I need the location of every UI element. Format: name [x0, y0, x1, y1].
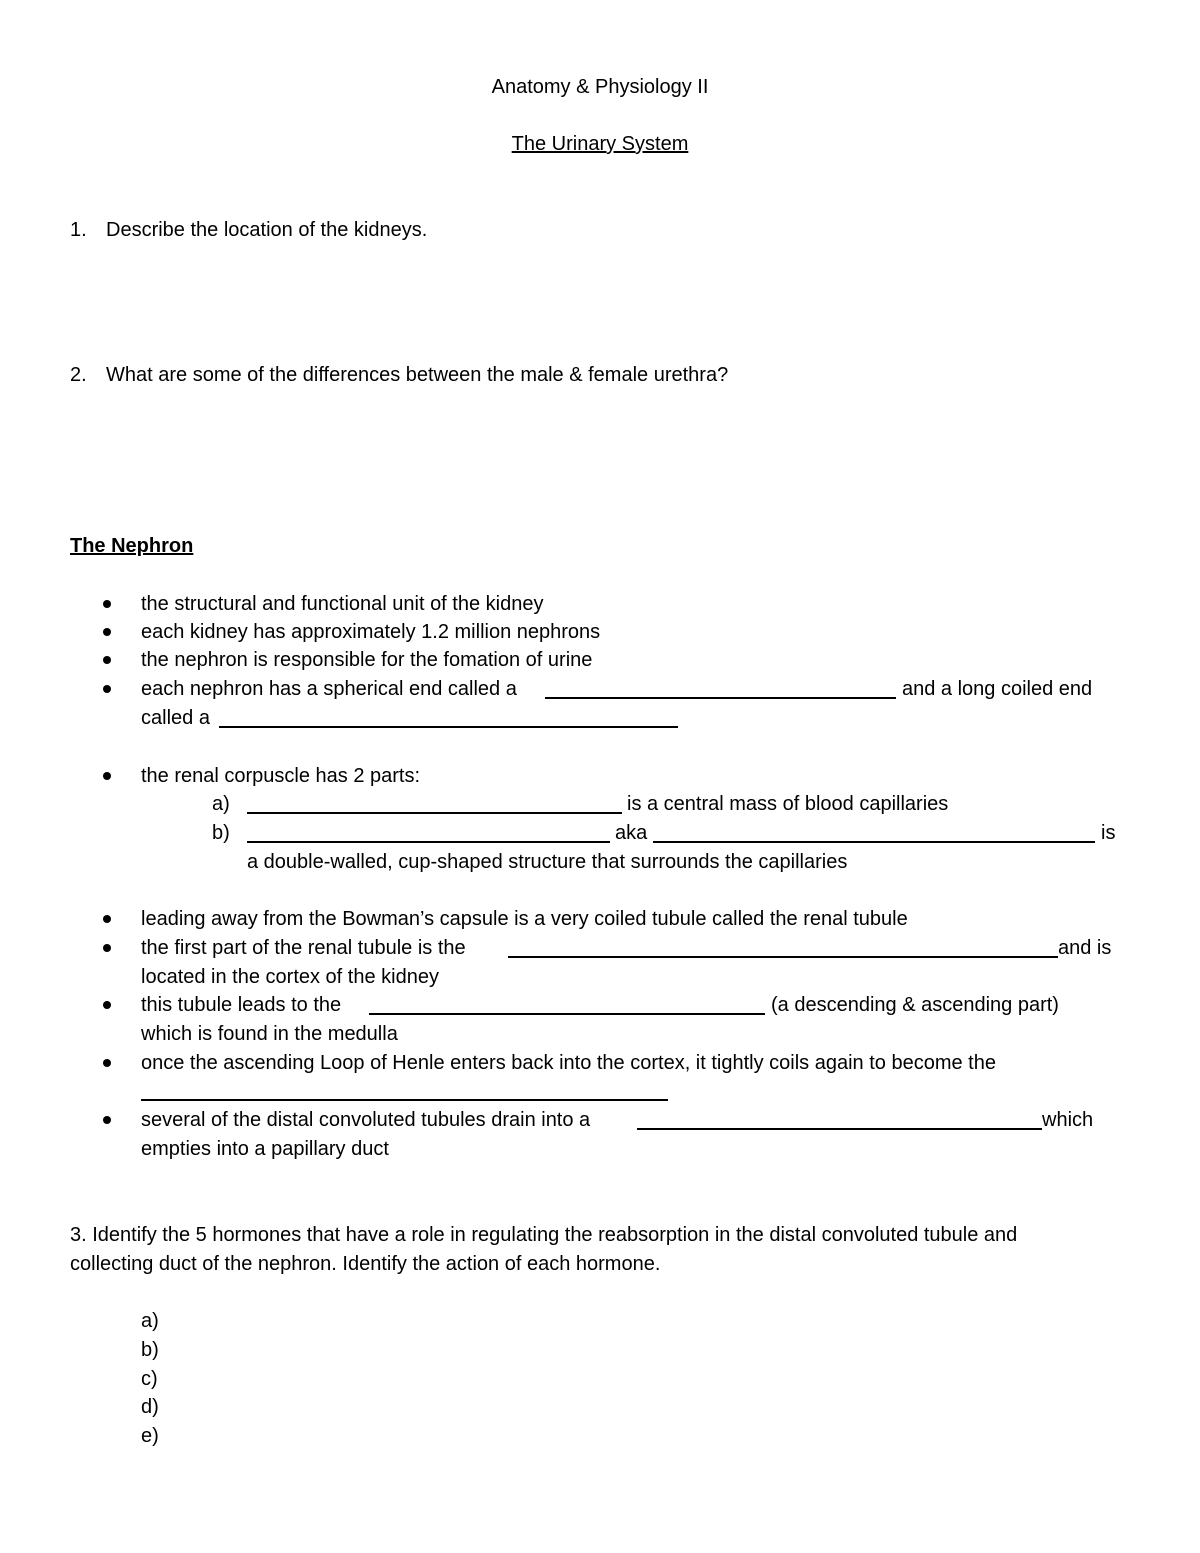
nephron-bullet-9: once the ascending Loop of Henle enters back into the cortex, it tightly coils again to become the [141, 1052, 996, 1074]
bullet-dot [103, 685, 111, 693]
nephron-bullet-10-end: which [1042, 1109, 1094, 1131]
fill-in-blank-coiled-end[interactable] [219, 726, 678, 728]
part-b-line2: a double-walled, cup-shaped structure that surrounds the capillaries [247, 851, 848, 873]
nephron-bullet-10-start: several of the distal convoluted tubules drain into a [141, 1109, 591, 1131]
question-1-number: 1. [70, 219, 87, 241]
question-3-line-1: 3. Identify the 5 hormones that have a role in regulating the reabsorption in the distal convoluted tubule and [70, 1224, 1018, 1246]
bullet-dot [103, 600, 111, 608]
bullet-dot [103, 944, 111, 952]
hormone-option-c: c) [141, 1368, 158, 1390]
nephron-bullet-2: each kidney has approximately 1.2 million nephrons [141, 621, 601, 643]
bullet-dot [103, 656, 111, 664]
fill-in-blank-glomerular-end[interactable] [545, 697, 896, 699]
bullet-dot [103, 628, 111, 636]
bullet-dot [103, 1001, 111, 1009]
fill-in-blank-part-a[interactable] [247, 812, 622, 814]
bullet-dot [103, 1059, 111, 1067]
nephron-bullet-6: leading away from the Bowman’s capsule is a very coiled tubule called the renal tubule [141, 908, 908, 930]
fill-in-blank-distal[interactable] [141, 1099, 668, 1101]
question-2-text: What are some of the differences between the male & female urethra? [106, 364, 729, 386]
bullet-dot [103, 915, 111, 923]
nephron-bullet-8-start: this tubule leads to the [141, 994, 342, 1016]
hormone-option-d: d) [141, 1396, 159, 1418]
nephron-bullet-7-start: the first part of the renal tubule is the [141, 937, 466, 959]
page-title [0, 130, 1200, 158]
nephron-bullet-3: the nephron is responsible for the fomation of urine [141, 649, 593, 671]
part-b-aka: aka [615, 822, 648, 844]
course-title: Anatomy & Physiology II [491, 76, 709, 98]
nephron-bullet-7-end: and is [1058, 937, 1112, 959]
nephron-bullet-4-line2: called a [141, 707, 210, 729]
part-b-is: is [1101, 822, 1116, 844]
fill-in-blank-loop[interactable] [369, 1013, 765, 1015]
bullet-dot [103, 772, 111, 780]
hormone-option-a: a) [141, 1310, 159, 1332]
fill-in-blank-part-b-aka[interactable] [653, 841, 1095, 843]
fill-in-blank-renal-tubule-first[interactable] [508, 956, 1058, 958]
hormone-option-e: e) [141, 1425, 159, 1447]
question-3-line-2: collecting duct of the nephron. Identify the action of each hormone. [70, 1253, 661, 1275]
nephron-bullet-7-line2: located in the cortex of the kidney [141, 966, 439, 988]
bullet-dot [103, 1116, 111, 1124]
page-title-text: The Urinary System [511, 133, 689, 155]
question-2-number: 2. [70, 364, 87, 386]
nephron-bullet-5: the renal corpuscle has 2 parts: [141, 765, 421, 787]
nephron-bullet-8-line2: which is found in the medulla [141, 1023, 398, 1045]
fill-in-blank-collecting[interactable] [637, 1128, 1042, 1130]
part-b-label: b) [212, 822, 230, 844]
nephron-bullet-4-start: each nephron has a spherical end called a [141, 678, 517, 700]
part-a-text: is a central mass of blood capillaries [627, 793, 949, 815]
hormone-option-b: b) [141, 1339, 159, 1361]
nephron-bullet-10-line2: empties into a papillary duct [141, 1138, 389, 1160]
nephron-bullet-1: the structural and functional unit of the kidney [141, 593, 544, 615]
question-1-text: Describe the location of the kidneys. [106, 219, 428, 241]
part-a-label: a) [212, 793, 230, 815]
fill-in-blank-part-b[interactable] [247, 841, 610, 843]
nephron-bullet-8-end: (a descending & ascending part) [771, 994, 1059, 1016]
nephron-bullet-4-end: and a long coiled end [902, 678, 1093, 700]
nephron-heading: The Nephron [70, 535, 194, 557]
